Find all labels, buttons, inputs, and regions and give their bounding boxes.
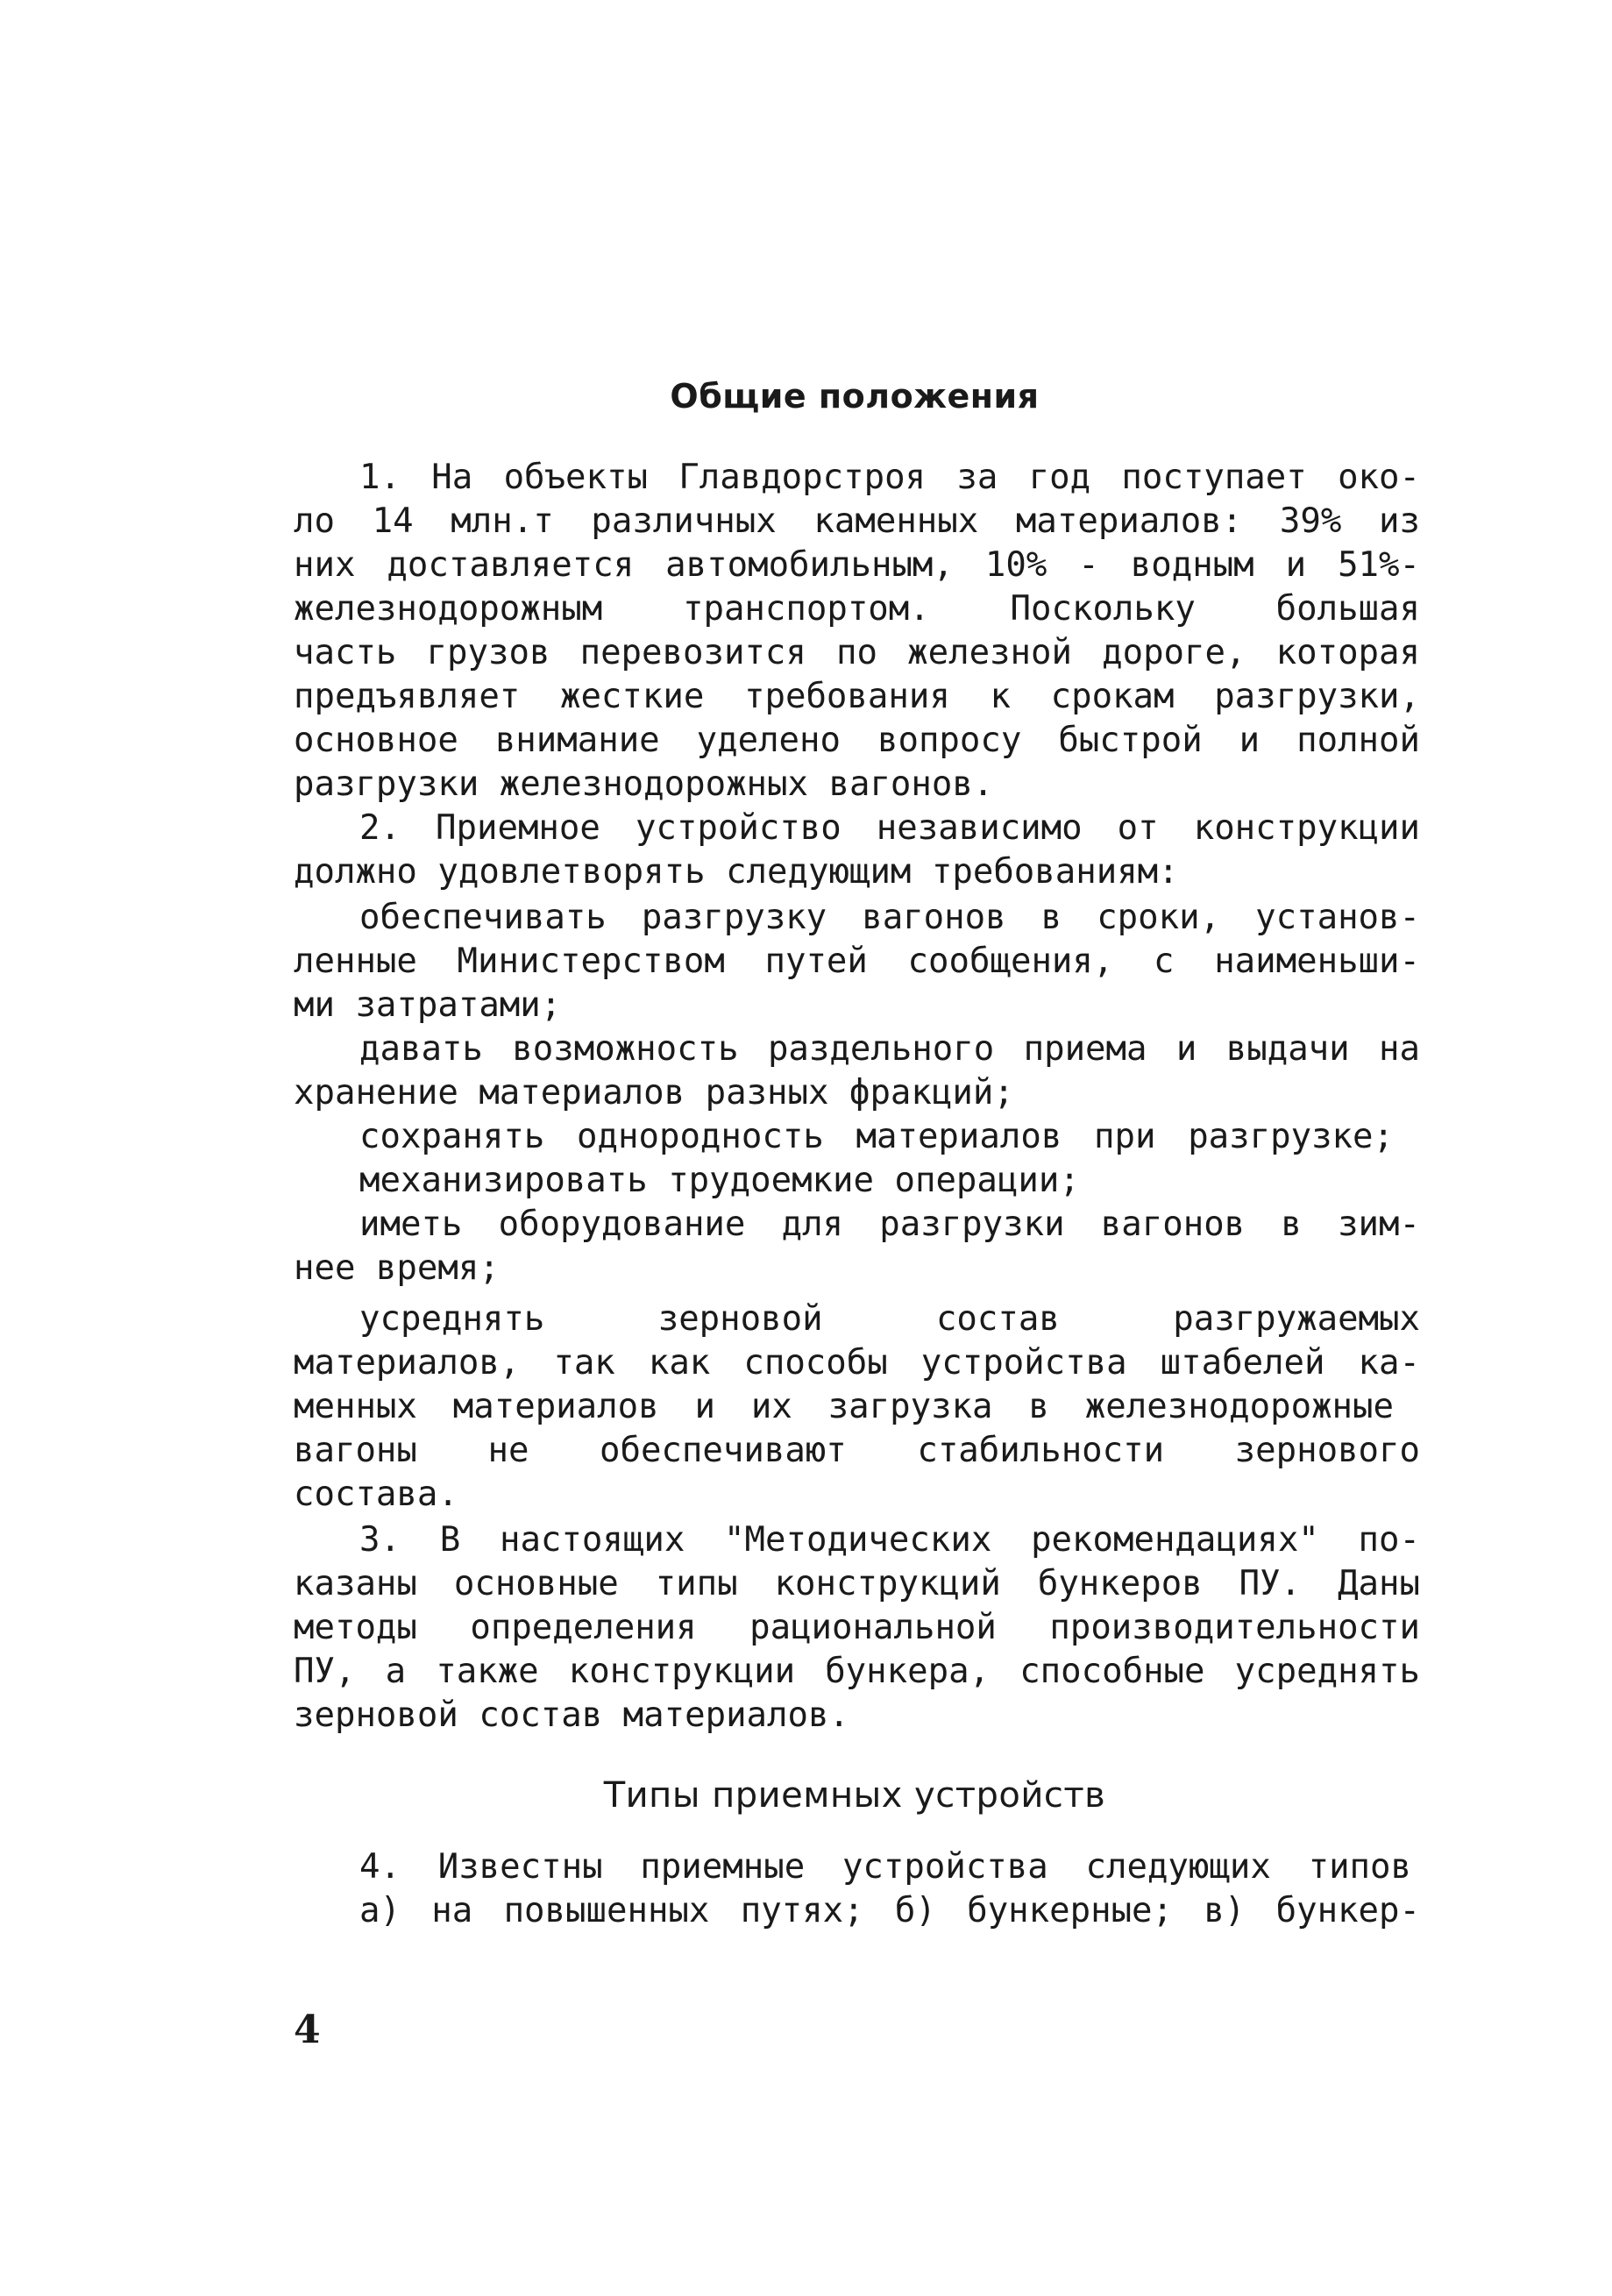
text-line: предъявляет жесткие требования к срокам разгрузки, <box>294 677 1420 716</box>
text-line: 1. На объекты Главдорстроя за год поступает око- <box>359 458 1420 497</box>
text-line: разгрузки железнодорожных вагонов. <box>294 764 994 804</box>
text-line: ПУ, а также конструкции бункера, способные усреднять <box>294 1652 1420 1691</box>
text-line: обеспечивать разгрузку вагонов в сроки, установ- <box>359 898 1420 937</box>
section-heading-types: Типы приемных устройств <box>603 1775 1106 1816</box>
text-line: основное внимание уделено вопросу быстрой и полной <box>294 721 1420 760</box>
text-line: ми затратами; <box>294 985 562 1025</box>
text-line: 3. В настоящих "Методических рекомендациях" по- <box>359 1520 1420 1560</box>
text-line: сохранять однородность материалов при разгрузке; <box>359 1117 1394 1156</box>
text-line: нее время; <box>294 1248 500 1288</box>
text-line: ло 14 млн.т различных каменных материалов: 39% из <box>294 501 1420 541</box>
section-heading-general: Общие положения <box>670 377 1040 416</box>
text-line: а) на повышенных путях; б) бункерные; в) бункер- <box>359 1891 1420 1930</box>
text-line: хранение материалов разных фракций; <box>294 1073 1014 1112</box>
text-line: материалов, так как способы устройства штабелей ка- <box>294 1343 1420 1383</box>
text-line: ленные Министерством путей сообщения, с наименьши- <box>294 942 1420 981</box>
text-line: состава. <box>294 1475 458 1514</box>
text-line: зерновой состав материалов. <box>294 1695 849 1735</box>
text-line: вагоны не обеспечивают стабильности зернового <box>294 1431 1420 1470</box>
text-line: казаны основные типы конструкций бункеров ПУ. Даны <box>294 1564 1420 1603</box>
text-line: методы определения рациональной производительности <box>294 1608 1420 1647</box>
text-line: 2. Приемное устройство независимо от конструкции <box>359 808 1420 848</box>
text-line: железнодорожным транспортом. Поскольку большая <box>294 589 1420 629</box>
text-line: иметь оборудование для разгрузки вагонов в зим- <box>359 1205 1420 1244</box>
page-number: 4 <box>294 2008 321 2052</box>
text-line: них доставляется автомобильным, 10% - водным и 51%- <box>294 545 1420 585</box>
text-line: часть грузов перевозится по железной дороге, которая <box>294 633 1420 672</box>
text-line: механизировать трудоемкие операции; <box>359 1161 1080 1200</box>
text-line: давать возможность раздельного приема и выдачи на <box>359 1029 1420 1069</box>
text-line: усреднять зерновой состав разгружаемых <box>359 1299 1420 1339</box>
text-line: должно удовлетворять следующим требованиям: <box>294 852 1179 892</box>
text-line: 4. Известны приемные устройства следующих типов <box>359 1847 1411 1887</box>
text-line: менных материалов и их загрузка в железнодорожные <box>294 1387 1394 1426</box>
